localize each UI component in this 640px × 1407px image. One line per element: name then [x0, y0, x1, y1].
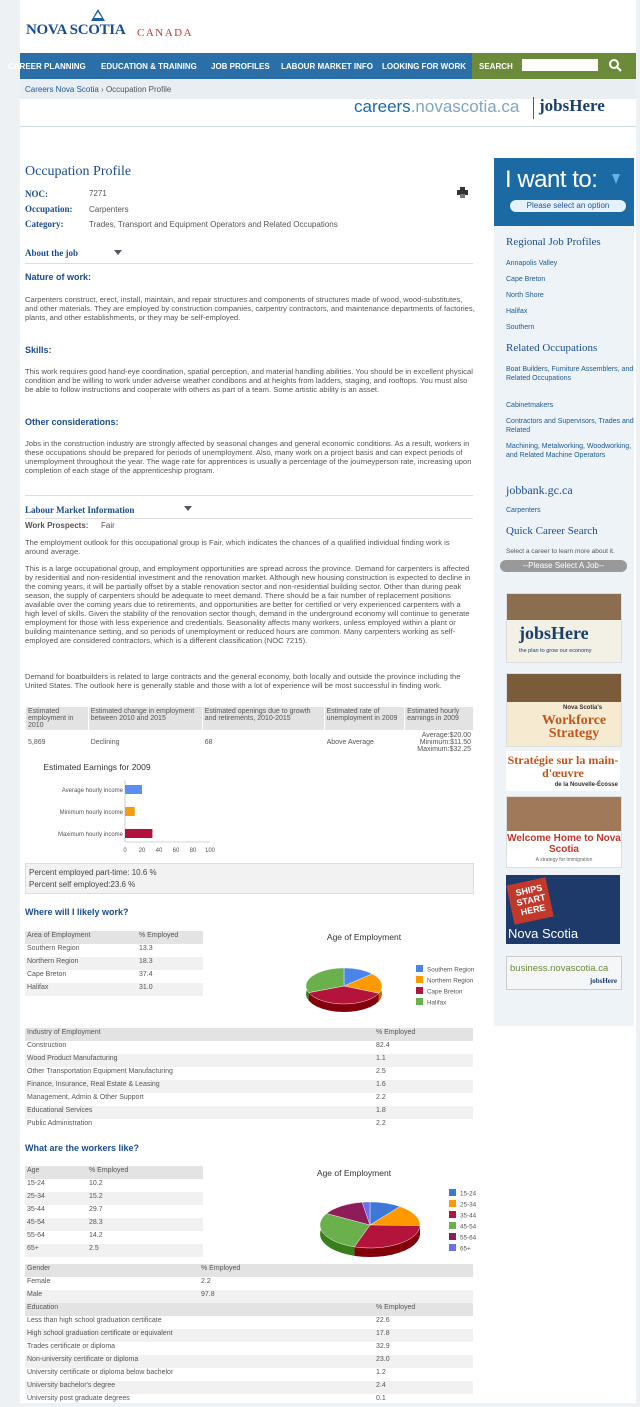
table-row [25, 1329, 473, 1342]
header-divider [20, 126, 636, 127]
logo-canada: CANADA [137, 27, 194, 39]
table-cell: Female [27, 1278, 51, 1285]
noc-value: 7271 [89, 189, 107, 198]
table-row [25, 1067, 473, 1080]
table-row [25, 1054, 473, 1067]
ad-jobshere-sub: the plan to grow our economy [519, 648, 592, 654]
tick-label: 0 [123, 848, 127, 854]
legend-label: 35-44 [460, 1212, 477, 1220]
percent-box [25, 863, 474, 894]
quick-search-select[interactable]: --Please Select A Job-- [500, 560, 627, 572]
ad-strategie-title: Stratégie sur la main-d'œuvre [507, 753, 619, 780]
industry-table [25, 1028, 473, 1132]
table-cell: 2.2 [376, 1094, 386, 1101]
pct-parttime: Percent employed part-time: 10.6 % [29, 868, 157, 877]
noc-label: NOC: [25, 189, 48, 199]
legend-label: 15-24 [460, 1190, 477, 1198]
print-icon[interactable] [457, 187, 468, 200]
chart-bar [125, 785, 142, 794]
stats-cell: Above Average [324, 731, 405, 755]
related-item[interactable]: Machining, Metalworking, Woodworking, and Related Machine Operators [506, 443, 632, 459]
tick-label: 80 [189, 848, 197, 854]
table-row [25, 1342, 473, 1355]
table-cell: University bachelor's degree [25, 1381, 374, 1394]
legend-label: Cape Breton [427, 988, 463, 996]
stats-header: Estimated employment in 2010 [26, 707, 89, 731]
table-cell: 13.3 [139, 945, 153, 952]
prospects-value: Fair [101, 521, 115, 530]
business-ns-ad[interactable] [506, 956, 622, 990]
page-title: Occupation Profile [25, 164, 132, 179]
table-cell: 2.2 [376, 1120, 386, 1127]
legend-label: 65+ [460, 1245, 471, 1253]
age-table [25, 1166, 203, 1257]
jobshere-brand[interactable]: jobsHere [539, 96, 605, 115]
table-cell: 1.8 [374, 1106, 473, 1119]
table-cell: Trades certificate or diploma [27, 1343, 116, 1350]
table-row [25, 1355, 473, 1368]
ad-business-domain: business.novascotia.ca [510, 963, 609, 974]
legend-swatch [416, 976, 423, 983]
table-cell: Male [25, 1290, 199, 1303]
table-row [25, 1106, 473, 1119]
breadcrumb-current: Occupation Profile [105, 85, 172, 94]
chart-title: Age of Employment [316, 1168, 392, 1178]
occupation-label: Occupation: [25, 204, 73, 214]
table-row [25, 1290, 473, 1303]
lmi-paragraph-2: This is a large occupational group, and employment opportunities are spread across the province. Demand for carpenters is affected by residential and non-residential investment and the renovation market. Although new housing construction is expected to decline in the coming years, it will be partially offset by a stable renovation sector and non-residential building sector. Other than during peak season, the supply of carpenters should be adequate to meet demand. There should be a fair number of replacement positions available over the coming years due to retirements, and opportunities are better for certified or very experienced carpenters with a high level of skills. Given the stability of the renovation sector though, demand in the underground economy will continue to generate employment for those with less experience and credentials. Seasonality affects many workers, unless employed within a plant or building maintenance setting, and so periods of unemployment or reduced hours are common. Many carpenters working as self-employed are considered contractors, which is a different classification (NOC 7215). [25, 564, 471, 645]
table-row [25, 1394, 473, 1407]
stats-header: Estimated openings due to growth and retirements, 2010-2015 [202, 707, 324, 731]
divider [25, 495, 473, 496]
table-header: Age [25, 1166, 87, 1179]
table-header: % Employed [374, 1303, 473, 1316]
lmi-paragraph-1: The employment outlook for this occupational group is Fair, which indicates the chances of a qualified individual finding work is around average. [25, 538, 450, 556]
table-header: Industry of Employment [25, 1028, 374, 1041]
table-row [25, 1119, 473, 1132]
table-cell: Management, Admin & Other Support [27, 1094, 144, 1101]
workforce-strategy-ad[interactable] [506, 673, 622, 747]
other-heading: Other considerations: [25, 417, 119, 427]
ships-start-here-ad[interactable] [506, 875, 620, 944]
nav-education-training[interactable]: EDUCATION & TRAINING [101, 62, 197, 71]
ad-ships-title: SHIPS START HERE [514, 882, 547, 918]
divider [25, 518, 473, 519]
stats-cell: Average:$20.00 Minimum:$11.50 Maximum:$32.25 [405, 731, 474, 755]
legend-label: 25-34 [460, 1201, 477, 1209]
table-cell: High school graduation certificate or equivalent [25, 1329, 374, 1342]
bar-label: Minimum hourly income [59, 810, 123, 816]
legend-swatch [449, 1222, 456, 1229]
chevron-down-icon[interactable] [114, 250, 122, 255]
tick-label: 100 [204, 848, 216, 854]
search-input[interactable] [522, 59, 598, 71]
legend-label: 55-64 [460, 1234, 477, 1242]
area-table [25, 931, 203, 996]
legend-swatch [449, 1200, 456, 1207]
occupation-value: Carpenters [89, 205, 129, 214]
table-cell: 2.5 [87, 1244, 203, 1257]
gender-table [25, 1264, 473, 1303]
breadcrumb [25, 85, 171, 94]
table-cell: Construction [27, 1042, 67, 1049]
nav-labour-market-info[interactable]: LABOUR MARKET INFO [281, 62, 373, 71]
table-cell: 17.8 [374, 1329, 473, 1342]
earnings-bar-chart [25, 758, 225, 858]
table-cell: 25-34 [25, 1192, 87, 1205]
table-header: % Employed [87, 1166, 203, 1179]
ad-photo-strip [507, 674, 621, 702]
table-header: % Employed [137, 931, 203, 944]
flag-icon [90, 8, 106, 22]
tick-label: 40 [155, 848, 163, 854]
i-want-to-select[interactable]: Please select an option [510, 200, 626, 212]
table-cell: 23.0 [374, 1355, 473, 1368]
related-item[interactable]: Contractors and Supervisors, Trades and Related [506, 418, 634, 434]
table-row [25, 1093, 473, 1106]
sidebar-item-southern[interactable]: Southern [506, 324, 535, 331]
ad-workforce-title: Workforce Strategy [541, 713, 607, 741]
bar-label: Maximum hourly income [57, 832, 123, 838]
table-cell: 18.3 [137, 957, 203, 970]
table-cell: 45-54 [25, 1218, 87, 1231]
nav-job-profiles[interactable]: JOB PROFILES [211, 62, 270, 71]
table-cell: 15.2 [87, 1192, 203, 1205]
legend-swatch [449, 1211, 456, 1218]
table-row [25, 1080, 473, 1093]
search-label: SEARCH [479, 62, 513, 71]
about-heading[interactable]: About the job [25, 248, 79, 258]
chart-bar [125, 807, 135, 816]
lmi-paragraph-3: Demand for boatbuilders is related to large contracts and the general economy, both locally and outside the province including the United States. The outlook here is generally stable and those with a lot of experience will be most successful in finding work. [25, 672, 461, 690]
table-cell: Non-university certificate or diploma [25, 1355, 374, 1368]
table-cell: 28.3 [87, 1218, 203, 1231]
table-row [25, 1244, 203, 1257]
table-cell: Wood Product Manufacturing [25, 1054, 374, 1067]
table-row [25, 1277, 473, 1290]
jobbank-logo[interactable]: jobbank.gc.ca [506, 483, 573, 497]
table-cell: Southern Region [27, 945, 80, 952]
stats-cell: 5,869 [26, 731, 89, 755]
table-row [25, 1381, 473, 1394]
where-heading: Where will I likely work? [25, 907, 129, 917]
table-cell: Finance, Insurance, Real Estate & Leasing [25, 1080, 374, 1093]
skills-heading: Skills: [25, 345, 52, 355]
page [8, 0, 636, 1403]
workers-heading: What are the workers like? [25, 1143, 140, 1153]
table-cell: 14.2 [89, 1232, 103, 1239]
table-cell: Other Transportation Equipment Manufacturing [27, 1068, 173, 1075]
legend-label: Southern Region [427, 966, 475, 974]
table-cell: 10.2 [89, 1180, 103, 1187]
ad-photo-strip [507, 797, 621, 831]
quick-search-sub: Select a career to learn more about it. [506, 548, 615, 555]
table-cell: 22.6 [376, 1317, 390, 1324]
skills-text: This work requires good hand-eye coordination, spatial perception, and material handling abilities. You should be in excellent physical condition and be willing to work under adverse weather condibons and at heights from ladders, staging, and rooftops. You must also be able to follow instructions and cooperate with others as part of a team. Some artistic ability is an asset. [25, 367, 473, 394]
ad-jobshere-title: jobsHere [519, 623, 589, 643]
stats-cell: 68 [202, 731, 324, 755]
table-cell: 1.2 [376, 1369, 386, 1376]
table-row [25, 1205, 203, 1218]
chart-title: Age of Employment [326, 932, 402, 942]
sidebar-item-halifax[interactable]: Halifax [506, 308, 528, 315]
brand-domain: .novascotia.ca [410, 97, 520, 116]
table-row [25, 1368, 473, 1381]
legend-swatch [449, 1189, 456, 1196]
breadcrumb-home[interactable]: Careers Nova Scotia [25, 85, 99, 94]
i-want-to-title: I want to: [505, 166, 598, 193]
table-cell: Halifax [25, 983, 137, 996]
table-header: % Employed [374, 1028, 473, 1041]
table-cell: Less than high school graduation certificate [27, 1317, 162, 1324]
strategie-ad[interactable] [506, 751, 620, 791]
sidebar-item-cape-breton[interactable]: Cape Breton [506, 276, 546, 283]
table-cell: 2.5 [376, 1068, 386, 1075]
legend-swatch [449, 1233, 456, 1240]
related-heading: Related Occupations [506, 342, 598, 354]
regional-heading: Regional Job Profiles [506, 236, 601, 248]
table-header: % Employed [199, 1264, 473, 1277]
chart-bar [125, 829, 152, 838]
related-item[interactable]: Boat Builders, Furniture Assemblers, and Related Occupations [506, 366, 634, 382]
logo[interactable]: NOVA SCOTIA [26, 22, 126, 38]
table-row [25, 983, 203, 996]
table-header: Area of Employment [25, 931, 137, 944]
i-want-to-panel [494, 158, 634, 226]
table-cell: 55-64 [27, 1232, 45, 1239]
ad-strategie-sub: de la Nouvelle-Écosse [554, 782, 618, 788]
table-header: Education [25, 1303, 374, 1316]
breadcrumb-separator: › [101, 85, 104, 94]
main-nav [8, 53, 636, 79]
table-row [25, 957, 203, 970]
search-area [472, 53, 636, 79]
table-row [25, 1179, 203, 1192]
table-row [25, 1316, 473, 1329]
legend-swatch [416, 965, 423, 972]
ad-business-jobshere: jobsHere [589, 977, 617, 985]
stats-header: Estimated rate of unemployment in 2009 [324, 707, 405, 731]
table-cell: 82.4 [376, 1042, 390, 1049]
category-label: Category: [25, 219, 64, 229]
table-row [25, 1218, 203, 1231]
brand-divider [533, 97, 534, 119]
related-item[interactable]: Cabinetmakers [506, 402, 554, 409]
nav-career-planning[interactable]: CAREER PLANNING [8, 62, 86, 71]
pct-self-employed: Percent self employed:23.6 % [29, 880, 136, 889]
stats-header: Estimated change in employment between 2010 and 2015 [88, 707, 202, 731]
jobbank-item[interactable]: Carpenters [506, 507, 541, 514]
table-cell: 65+ [25, 1244, 87, 1257]
legend-label: Halifax [427, 999, 447, 1007]
table-cell: University certificate or diploma below bachelor [27, 1369, 174, 1376]
age-pie-chart [282, 1162, 477, 1262]
stats-cell: Declining [88, 731, 202, 755]
ad-welcome-sub: A strategy for immigration [535, 857, 593, 863]
table-cell: 0.1 [376, 1395, 386, 1402]
table-cell: 1.1 [374, 1054, 473, 1067]
legend-label: 45-54 [460, 1223, 477, 1231]
table-cell: 2.4 [374, 1381, 473, 1394]
chart-title: Estimated Earnings for 2009 [43, 762, 151, 772]
table-cell: 15-24 [27, 1180, 45, 1187]
table-row [25, 944, 203, 957]
arrow-down-icon [610, 172, 622, 188]
table-cell: Educational Services [25, 1106, 374, 1119]
table-row [25, 1231, 203, 1244]
nav-looking-for-work[interactable]: LOOKING FOR WORK [382, 62, 466, 71]
table-cell: 29.7 [89, 1206, 103, 1213]
other-text: Jobs in the construction industry are strongly affected by seasonal changes and general economic conditions. As a result, workers in these occupations should be prepared for periods of unemployment. Also, many work on a project basis and can expect periods of unemployment throughout the year. The wage rate for apprentices is usually a percentage of the journeyperson rate, increasing upon completion of each stage of the apprenticeship program. [25, 439, 472, 475]
prospects-label: Work Prospects: [25, 521, 89, 530]
table-row [25, 1041, 473, 1054]
table-cell: 35-44 [27, 1206, 45, 1213]
tick-label: 20 [138, 848, 146, 854]
table-row [25, 1192, 203, 1205]
welcome-home-ad[interactable] [506, 796, 622, 868]
table-cell: 2.2 [201, 1278, 211, 1285]
table-cell: 1.6 [374, 1080, 473, 1093]
category-value: Trades, Transport and Equipment Operators and Related Occupations [89, 220, 338, 229]
table-cell: 31.0 [137, 983, 203, 996]
table-cell: Northern Region [25, 957, 137, 970]
nature-heading: Nature of work: [25, 272, 92, 282]
education-table [25, 1303, 473, 1407]
legend-swatch [416, 998, 423, 1005]
table-row [25, 970, 203, 983]
sidebar-item-annapolis[interactable]: Annapolis Valley [506, 260, 558, 267]
careers-brand[interactable] [354, 97, 519, 117]
stats-header: Estimated hourly earnings in 2009 [405, 707, 474, 731]
area-pie-chart [282, 926, 477, 1021]
quick-search-heading: Quick Career Search [506, 525, 598, 537]
table-cell: University post graduate degrees [27, 1395, 130, 1402]
sidebar-item-north-shore[interactable]: North Shore [506, 292, 544, 299]
table-cell: Cape Breton [27, 971, 67, 978]
ad-welcome-title: Welcome Home to Nova Scotia [507, 833, 621, 855]
table-cell: 32.9 [376, 1343, 390, 1350]
table-cell: Public Administration [27, 1120, 92, 1127]
legend-swatch [416, 987, 423, 994]
table-cell: 37.4 [139, 971, 153, 978]
search-icon[interactable] [608, 58, 622, 72]
ad-photo-strip [507, 594, 621, 620]
chevron-down-icon[interactable] [184, 506, 192, 511]
table-header: Gender [25, 1264, 199, 1277]
brand-careers: careers [354, 97, 411, 116]
lmi-heading[interactable]: Labour Market Information [25, 505, 135, 515]
tick-label: 60 [172, 848, 180, 854]
legend-label: Northern Region [427, 977, 474, 985]
table-cell: 97.8 [199, 1290, 473, 1303]
nature-text: Carpenters construct, erect, install, maintain, and repair structures and components of structures made of wood, wood-substitutes, and other materials. They are employed by construction companies, carpentry contractors, and maintenance departments of factories, plants, and other establishments, or they may be self-employed. [25, 295, 475, 322]
jobshere-ad[interactable] [506, 593, 622, 663]
bar-label: Average hourly income [61, 788, 123, 794]
employment-stats-table [25, 706, 474, 755]
ad-workforce-small: Nova Scotia's [563, 705, 603, 711]
divider [25, 263, 473, 264]
ad-ships-sub: Nova Scotia [508, 926, 579, 941]
legend-swatch [449, 1244, 456, 1251]
